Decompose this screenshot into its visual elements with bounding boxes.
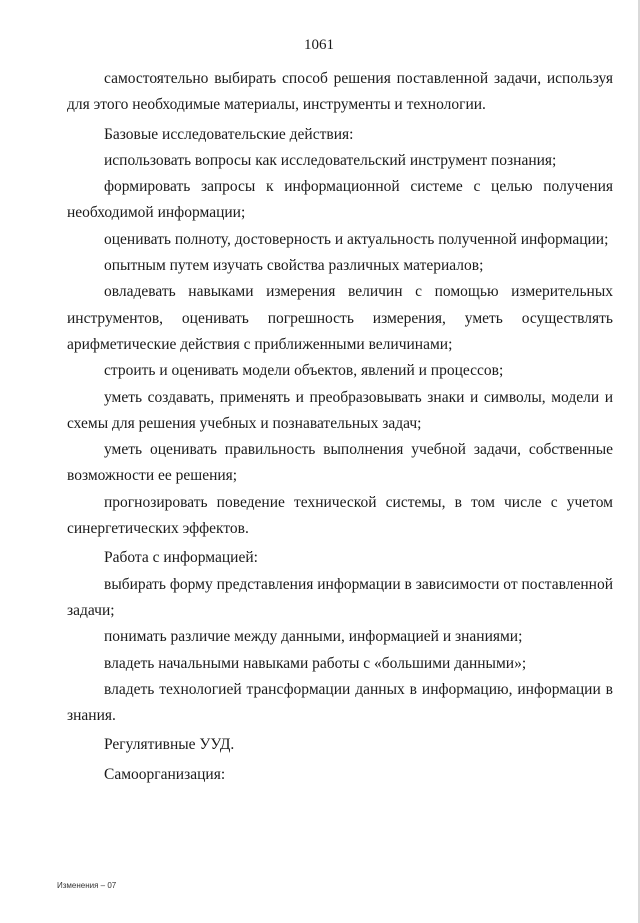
list-item: прогнозировать поведение технической системы, в том числе с учетом синергетических эффектов. [67, 493, 613, 538]
list-item: опытным путем изучать свойства различных материалов; [104, 257, 484, 275]
footer-note: Изменения – 07 [57, 881, 117, 890]
list-item: формировать запросы к информационной системе с целью получения необходимой информации; [67, 178, 613, 222]
document-body [67, 66, 613, 788]
section-heading-information: Работа с информацией: [104, 549, 258, 567]
list-item: строить и оценивать модели объектов, явлений и процессов; [104, 362, 504, 380]
list-item: владеть технологией трансформации данных в информацию, информации в знания. [67, 680, 613, 725]
paragraph-choose-method: самостоятельно выбирать способ решения поставленной задачи, используя для этого необходимые материалы, инструменты и технологии. [67, 70, 613, 114]
page-number: 1061 [304, 37, 334, 53]
section-heading-research-actions: Базовые исследовательские действия: [104, 125, 354, 143]
section-heading-regulatory: Регулятивные УУД. [104, 736, 235, 754]
list-item: использовать вопросы как исследовательский инструмент познания; [104, 151, 557, 169]
list-item: оценивать полноту, достоверность и актуальность полученной информации; [104, 230, 609, 248]
list-item: овладевать навыками измерения величин с помощью измерительных инструментов, оценивать погрешность измерения, уметь осуществлять арифметические действия с приближенными величинами; [67, 283, 613, 353]
list-item: выбирать форму представления информации в зависимости от поставленной задачи; [67, 575, 613, 619]
list-item: понимать различие между данными, информацией и знаниями; [104, 628, 523, 646]
list-item: уметь оценивать правильность выполнения учебной задачи, собственные возможности ее решения; [67, 441, 613, 485]
list-item: владеть начальными навыками работы с «большими данными»; [104, 654, 527, 672]
section-heading-self-organization: Самоорганизация: [104, 765, 226, 783]
list-item: уметь создавать, применять и преобразовывать знаки и символы, модели и схемы для решения учебных и познавательных задач; [67, 388, 613, 432]
